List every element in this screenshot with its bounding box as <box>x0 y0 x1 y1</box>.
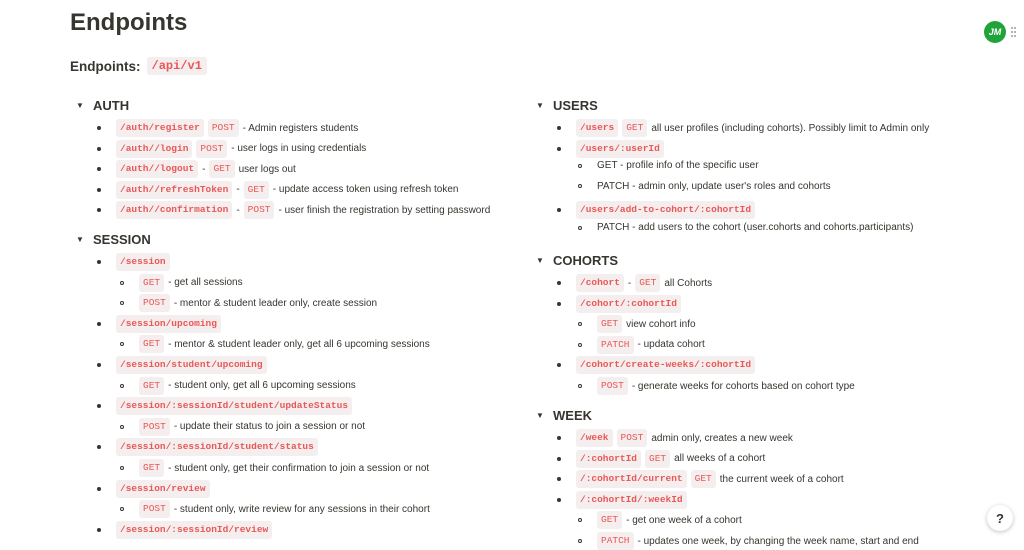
sub-bullet-icon <box>120 466 124 470</box>
http-method-badge: POST <box>597 377 628 395</box>
http-method-badge: GET <box>139 377 164 395</box>
http-method-badge: POST <box>208 119 239 137</box>
endpoint-path[interactable]: /:cohortId/current <box>576 470 687 488</box>
http-method-badge: POST <box>139 500 170 518</box>
sub-bullet-icon <box>120 301 124 305</box>
drag-handle-icon[interactable] <box>1011 27 1016 38</box>
list-item <box>557 356 755 374</box>
list-item <box>97 521 272 539</box>
endpoint-description: user logs out <box>238 163 296 175</box>
list-item <box>557 201 755 219</box>
http-method-badge: POST <box>139 294 170 312</box>
section-cohorts[interactable] <box>536 253 618 268</box>
list-item <box>557 119 929 137</box>
endpoint-description: - student only, get their confirmation to join a session or not <box>168 462 430 474</box>
list-item <box>97 140 366 158</box>
endpoint-description: the current week of a cohort <box>719 473 844 485</box>
sub-list-item <box>120 335 430 353</box>
endpoint-description: - user finish the registration by setting password <box>278 204 491 216</box>
list-item <box>97 480 210 498</box>
endpoint-description: - student only, write review for any sessions in their cohort <box>173 503 430 515</box>
sub-bullet-icon <box>578 164 582 168</box>
endpoint-description: all weeks of a cohort <box>674 453 766 465</box>
sub-bullet-icon <box>578 384 582 388</box>
bullet-icon <box>97 528 101 532</box>
http-method-badge: GET <box>622 119 647 137</box>
endpoint-path[interactable]: /auth//login <box>116 140 192 158</box>
endpoint-path[interactable]: /cohort <box>576 274 624 292</box>
sub-bullet-icon <box>120 384 124 388</box>
list-item <box>557 295 681 313</box>
endpoint-path[interactable]: /session/student/upcoming <box>116 356 267 374</box>
sub-bullet-icon <box>578 518 582 522</box>
endpoint-description: PATCH - admin only, update user's roles and cohorts <box>597 180 831 192</box>
sub-list-item <box>120 459 429 477</box>
endpoint-path[interactable]: /auth//confirmation <box>116 201 232 219</box>
endpoint-description: - student only, get all 6 upcoming sessions <box>168 380 356 392</box>
endpoint-description: admin only, creates a new week <box>651 432 793 444</box>
endpoint-path[interactable]: /session/:sessionId/review <box>116 521 272 539</box>
sub-list-item <box>578 377 855 395</box>
section-cohorts-title: COHORTS <box>553 253 618 268</box>
sub-list-item <box>120 274 243 292</box>
toggle-triangle-icon[interactable]: ▼ <box>536 256 544 265</box>
toggle-triangle-icon[interactable]: ▼ <box>76 101 84 110</box>
base-endpoint-label: Endpoints: <box>70 58 141 74</box>
bullet-icon <box>97 167 101 171</box>
endpoint-description: GET - profile info of the specific user <box>597 160 759 172</box>
http-method-badge: GET <box>209 160 234 178</box>
sub-bullet-icon <box>578 539 582 543</box>
bullet-icon <box>557 498 561 502</box>
endpoint-description: all user profiles (including cohorts). Possibly limit to Admin only <box>651 122 930 134</box>
endpoint-description: view cohort info <box>626 318 696 330</box>
list-item <box>557 274 712 292</box>
list-item <box>97 181 458 199</box>
http-method-badge: GET <box>635 274 660 292</box>
list-item <box>557 450 765 468</box>
http-method-badge: POST <box>244 201 275 219</box>
endpoint-path[interactable]: /auth//refreshToken <box>116 181 232 199</box>
endpoint-path[interactable]: /week <box>576 429 613 447</box>
endpoint-description: - user logs in using credentials <box>231 143 367 155</box>
toggle-triangle-icon[interactable]: ▼ <box>536 101 544 110</box>
http-method-badge: PATCH <box>597 532 634 550</box>
endpoint-description: - updates one week, by changing the week name, start and end <box>637 535 919 547</box>
list-item <box>97 356 267 374</box>
list-item <box>557 491 687 509</box>
bullet-icon <box>97 208 101 212</box>
bullet-icon <box>97 363 101 367</box>
section-session-title: SESSION <box>93 232 151 247</box>
section-week-title: WEEK <box>553 408 592 423</box>
list-item <box>97 397 352 415</box>
section-session[interactable] <box>76 232 151 247</box>
bullet-icon <box>557 477 561 481</box>
endpoint-path[interactable]: /auth//logout <box>116 160 198 178</box>
endpoint-path[interactable]: /:cohortId/:weekId <box>576 491 687 509</box>
bullet-icon <box>557 363 561 367</box>
sub-bullet-icon <box>120 425 124 429</box>
endpoint-path[interactable]: /session/upcoming <box>116 315 221 333</box>
http-method-badge: GET <box>244 181 269 199</box>
section-users[interactable] <box>536 98 598 113</box>
endpoint-path[interactable]: /session <box>116 253 170 271</box>
sub-bullet-icon <box>578 226 582 230</box>
http-method-badge: GET <box>597 511 622 529</box>
sub-bullet-icon <box>120 342 124 346</box>
endpoint-path[interactable]: /auth/register <box>116 119 204 137</box>
sub-bullet-icon <box>578 343 582 347</box>
bullet-icon <box>97 126 101 130</box>
endpoint-path[interactable]: /session/:sessionId/student/status <box>116 438 318 456</box>
list-item <box>97 160 296 178</box>
bullet-icon <box>557 126 561 130</box>
separator: - <box>236 204 240 216</box>
bullet-icon <box>97 260 101 264</box>
bullet-icon <box>97 445 101 449</box>
bullet-icon <box>557 436 561 440</box>
bullet-icon <box>557 281 561 285</box>
endpoint-path[interactable]: /cohort/create-weeks/:cohortId <box>576 356 755 374</box>
http-method-badge: GET <box>139 459 164 477</box>
separator: - <box>627 277 632 289</box>
list-item <box>97 253 170 271</box>
bullet-icon <box>557 457 561 461</box>
sub-list-item <box>120 500 430 518</box>
sub-list-item <box>578 315 696 333</box>
bullet-icon <box>97 404 101 408</box>
endpoint-path[interactable]: /cohort/:cohortId <box>576 295 681 313</box>
endpoint-description: - generate weeks for cohorts based on cohort type <box>631 380 855 392</box>
base-endpoint <box>70 57 207 75</box>
section-auth[interactable] <box>76 98 129 113</box>
sub-list-item <box>578 336 705 354</box>
sub-list-item <box>120 418 365 436</box>
endpoint-description: - get all sessions <box>168 277 243 289</box>
http-method-badge: GET <box>691 470 716 488</box>
http-method-badge: GET <box>139 335 164 353</box>
bullet-icon <box>97 188 101 192</box>
endpoint-description: - Admin registers students <box>242 122 359 134</box>
sub-bullet-icon <box>578 322 582 326</box>
list-item <box>97 438 318 456</box>
http-method-badge: POST <box>196 140 227 158</box>
bullet-icon <box>97 487 101 491</box>
endpoint-path[interactable]: /users/add-to-cohort/:cohortId <box>576 201 755 219</box>
section-auth-title: AUTH <box>93 98 130 113</box>
sub-list-item <box>120 294 377 312</box>
sub-list-item <box>120 377 356 395</box>
endpoint-path[interactable]: /users <box>576 119 618 137</box>
sub-bullet-icon <box>120 507 124 511</box>
list-item <box>97 119 358 137</box>
endpoint-description: - get one week of a cohort <box>626 514 742 526</box>
sub-list-item <box>578 532 919 550</box>
http-method-badge: GET <box>645 450 670 468</box>
sub-bullet-icon <box>578 184 582 188</box>
separator: - <box>202 163 206 175</box>
bullet-icon <box>97 147 101 151</box>
list-item <box>557 429 793 447</box>
endpoint-description: all Cohorts <box>664 277 713 289</box>
endpoint-description: - update their status to join a session or not <box>173 421 366 433</box>
toggle-triangle-icon[interactable]: ▼ <box>76 235 84 244</box>
endpoint-path[interactable]: /session/review <box>116 480 210 498</box>
endpoint-description: - update access token using refresh token <box>272 184 459 196</box>
endpoint-description: - mentor & student leader only, get all 6 upcoming sessions <box>168 338 430 350</box>
sub-bullet-icon <box>120 281 124 285</box>
endpoint-description: - updata cohort <box>637 339 705 351</box>
sub-list-item <box>578 222 913 233</box>
endpoint-path[interactable]: /:cohortId <box>576 450 641 468</box>
http-method-badge: GET <box>597 315 622 333</box>
endpoint-path[interactable]: /users/:userId <box>576 140 664 158</box>
http-method-badge: PATCH <box>597 336 634 354</box>
endpoint-description: PATCH - add users to the cohort (user.cohorts and cohorts.participants) <box>597 222 914 233</box>
bullet-icon <box>557 208 561 212</box>
bullet-icon <box>557 147 561 151</box>
endpoint-description: - mentor & student leader only, create session <box>173 297 378 309</box>
base-endpoint-path[interactable]: /api/v1 <box>147 57 207 75</box>
bullet-icon <box>557 302 561 306</box>
http-method-badge: POST <box>139 418 170 436</box>
section-week[interactable] <box>536 408 592 423</box>
http-method-badge: GET <box>139 274 164 292</box>
section-users-title: USERS <box>553 98 598 113</box>
avatar[interactable]: JM <box>984 21 1006 43</box>
endpoint-path[interactable]: /session/:sessionId/student/updateStatus <box>116 397 352 415</box>
list-item <box>557 470 844 488</box>
help-button[interactable]: ? <box>987 505 1013 531</box>
list-item <box>557 140 664 158</box>
sub-list-item <box>578 181 831 192</box>
toggle-triangle-icon[interactable]: ▼ <box>536 411 544 420</box>
list-item <box>97 201 490 219</box>
list-item <box>97 315 221 333</box>
separator: - <box>236 184 240 196</box>
sub-list-item <box>578 511 742 529</box>
bullet-icon <box>97 322 101 326</box>
sub-list-item <box>578 160 759 171</box>
page-title: Endpoints <box>70 9 188 36</box>
http-method-badge: POST <box>617 429 648 447</box>
